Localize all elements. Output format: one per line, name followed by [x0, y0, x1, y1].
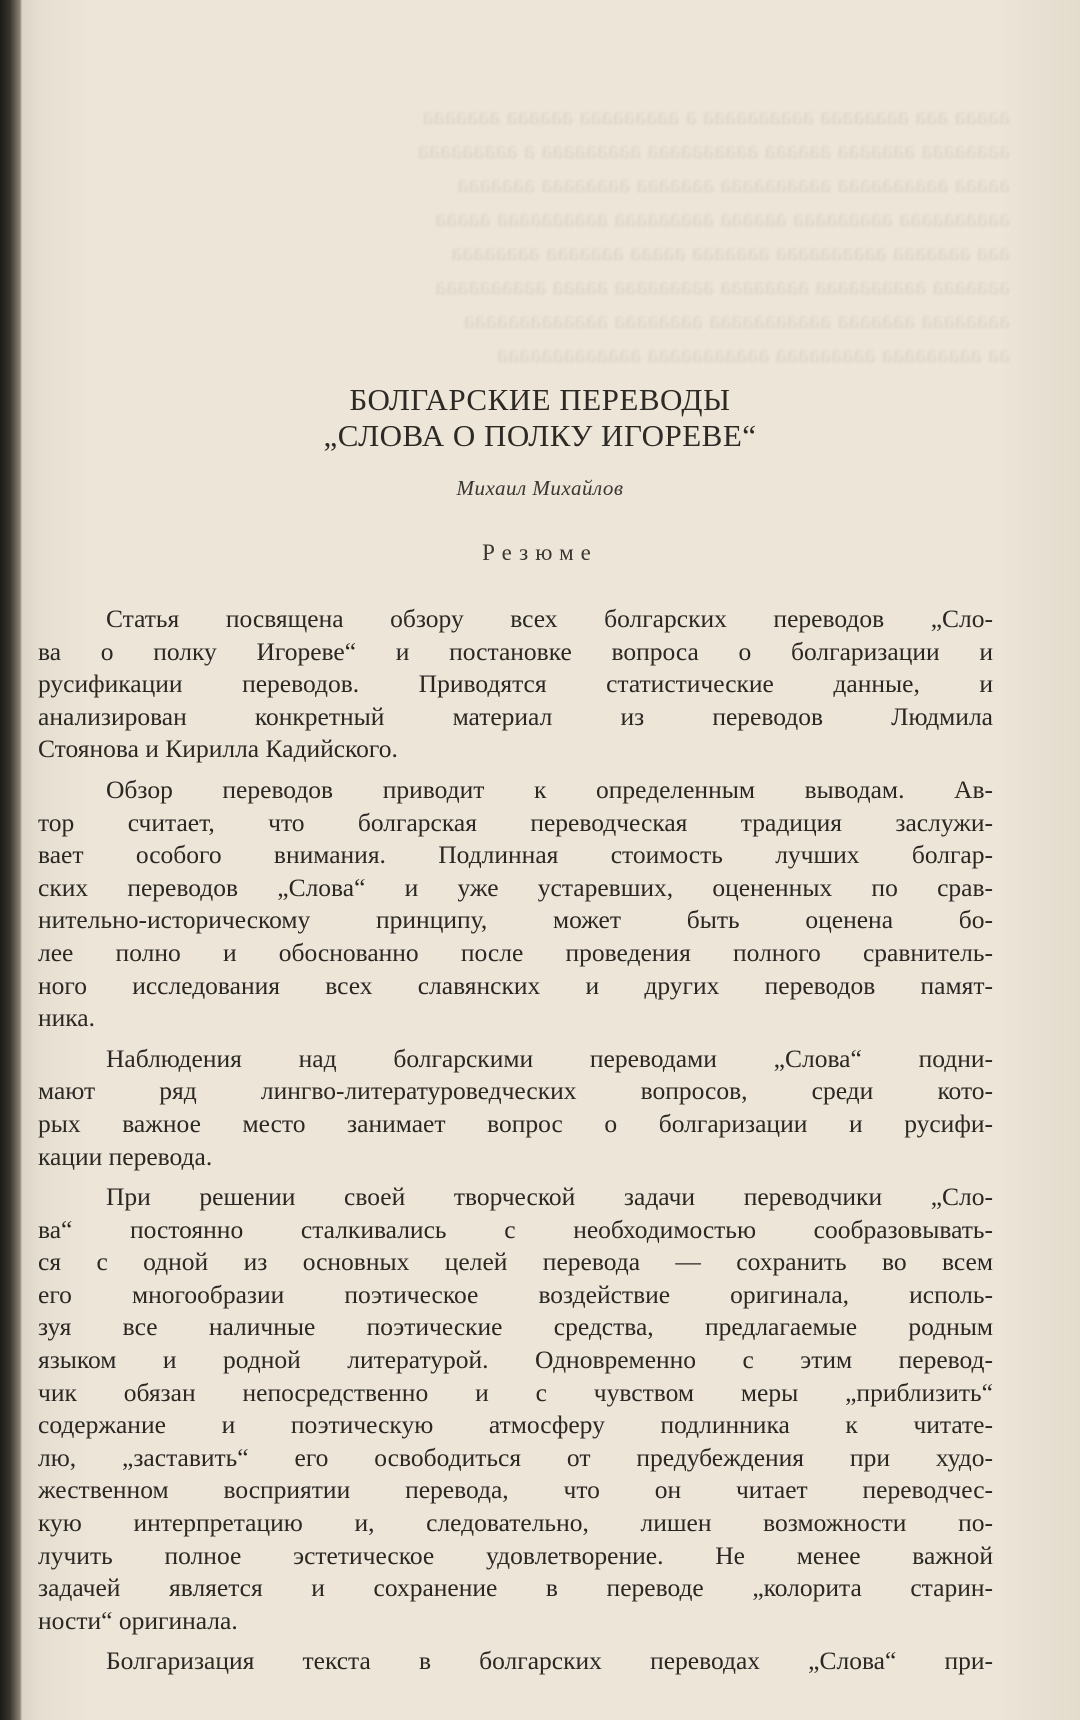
text-line: Обзор переводов приводит к определенным выводам. Ав- — [106, 774, 993, 804]
text-line: лучить полное эстетическое удовлетворение. Не менее важной — [38, 1540, 993, 1570]
text-line: ва“ постоянно сталкивались с необходимостью сообразовывать- — [38, 1214, 993, 1244]
text-line: рых важное место занимает вопрос о болгаризации и русифи- — [38, 1108, 993, 1138]
text-line: русификации переводов. Приводятся статистические данные, и — [38, 669, 993, 699]
paragraph — [38, 1043, 993, 1173]
section-heading: Резюме — [482, 540, 598, 565]
text-line: мают ряд лингво-литературоведческих вопросов, среди кото- — [38, 1076, 993, 1106]
text-line: Стоянова и Кирилла Кадийского. — [38, 734, 398, 764]
text-line: ности“ оригинала. — [38, 1605, 238, 1635]
text-line: содержание и поэтическую атмосферу подлинника к читате- — [38, 1410, 993, 1440]
title-line-2: „СЛОВА О ПОЛКУ ИГОРЕВЕ“ — [323, 418, 757, 453]
text-line: языком и родной литературой. Одновременно с этим перевод- — [38, 1345, 993, 1375]
text-line: лее полно и обоснованно после проведения полного сравнитель- — [38, 937, 993, 967]
author-name: Михаил Михайлов — [456, 476, 624, 500]
paragraph — [38, 774, 993, 1035]
article-title — [0, 382, 1080, 454]
text-line: ника. — [38, 1003, 95, 1033]
text-line: Наблюдения над болгарскими переводами „Слова“ подни- — [106, 1043, 993, 1073]
page-spine-shadow — [0, 0, 22, 1720]
text-line: чик обязан непосредственно и с чувством меры „приблизить“ — [38, 1377, 993, 1407]
paragraph — [38, 1181, 993, 1637]
paragraph — [38, 1645, 993, 1678]
text-line: ских переводов „Слова“ и уже устаревших, оцененных по срав- — [38, 872, 993, 902]
text-line: При решении своей творческой задачи переводчики „Сло- — [106, 1182, 993, 1212]
paragraph — [38, 603, 993, 766]
text-line: лю, „заставить“ его освободиться от предубеждения при худо- — [38, 1442, 993, 1472]
text-line: кую интерпретацию и, следовательно, лишен возможности по- — [38, 1508, 993, 1538]
article-body — [38, 603, 993, 1686]
text-line: кации перевода. — [38, 1141, 213, 1171]
text-line: ся с одной из основных целей перевода — сохранить во всем — [38, 1247, 993, 1277]
title-line-1: БОЛГАРСКИЕ ПЕРЕВОДЫ — [349, 382, 731, 417]
text-line: жественном восприятии перевода, что он читает переводчес- — [38, 1475, 993, 1505]
text-line: Болгаризация текста в болгарских переводах „Слова“ при- — [106, 1646, 993, 1676]
text-line: вает особого внимания. Подлинная стоимость лучших болгар- — [38, 840, 993, 870]
text-line: анализирован конкретный материал из переводов Людмила — [38, 701, 993, 731]
text-line: зуя все наличные поэтические средства, предлагаемые родным — [38, 1312, 993, 1342]
text-line: ва о полку Игореве“ и постановке вопроса о болгаризации и — [38, 636, 993, 666]
text-line: ного исследования всех славянских и других переводов памят- — [38, 970, 993, 1000]
show-through-text: ааааа ааа аааааааа аааааааааа а ааааааааа аааааа ааааааа аааааааа ааааааа аааааа аааааааааа ааааааааа а ааааааааа ааааа аааааааааа аааааааааа ааааааа аааааааа ааааааа аааааааааа ааааааааа аааааа ааааааааа аааааааааа ааааа ааа ааааааа аааааааааа ааааааа ааааа ааааааа аааааааа ааааааа аааааааааа аааааааа ааааааааа ааааа аааааааааа аааааааа ааааааа ааааааааааа аааааааа ааааааааааааа аа ааааааааа ааааааааа ааааааааааа ааааааааааааа — [417, 103, 1010, 368]
text-line: Статья посвящена обзору всех болгарских переводов „Сло- — [106, 604, 993, 633]
text-line: нительно-историческому принципу, может быть оценена бо- — [38, 905, 993, 935]
text-line: его многообразии поэтическое воздействие оригинала, исполь- — [38, 1279, 993, 1309]
text-line: задачей является и сохранение в переводе „колорита старин- — [38, 1573, 993, 1603]
text-line: тор считает, что болгарская переводческая традиция заслужи- — [38, 807, 993, 837]
